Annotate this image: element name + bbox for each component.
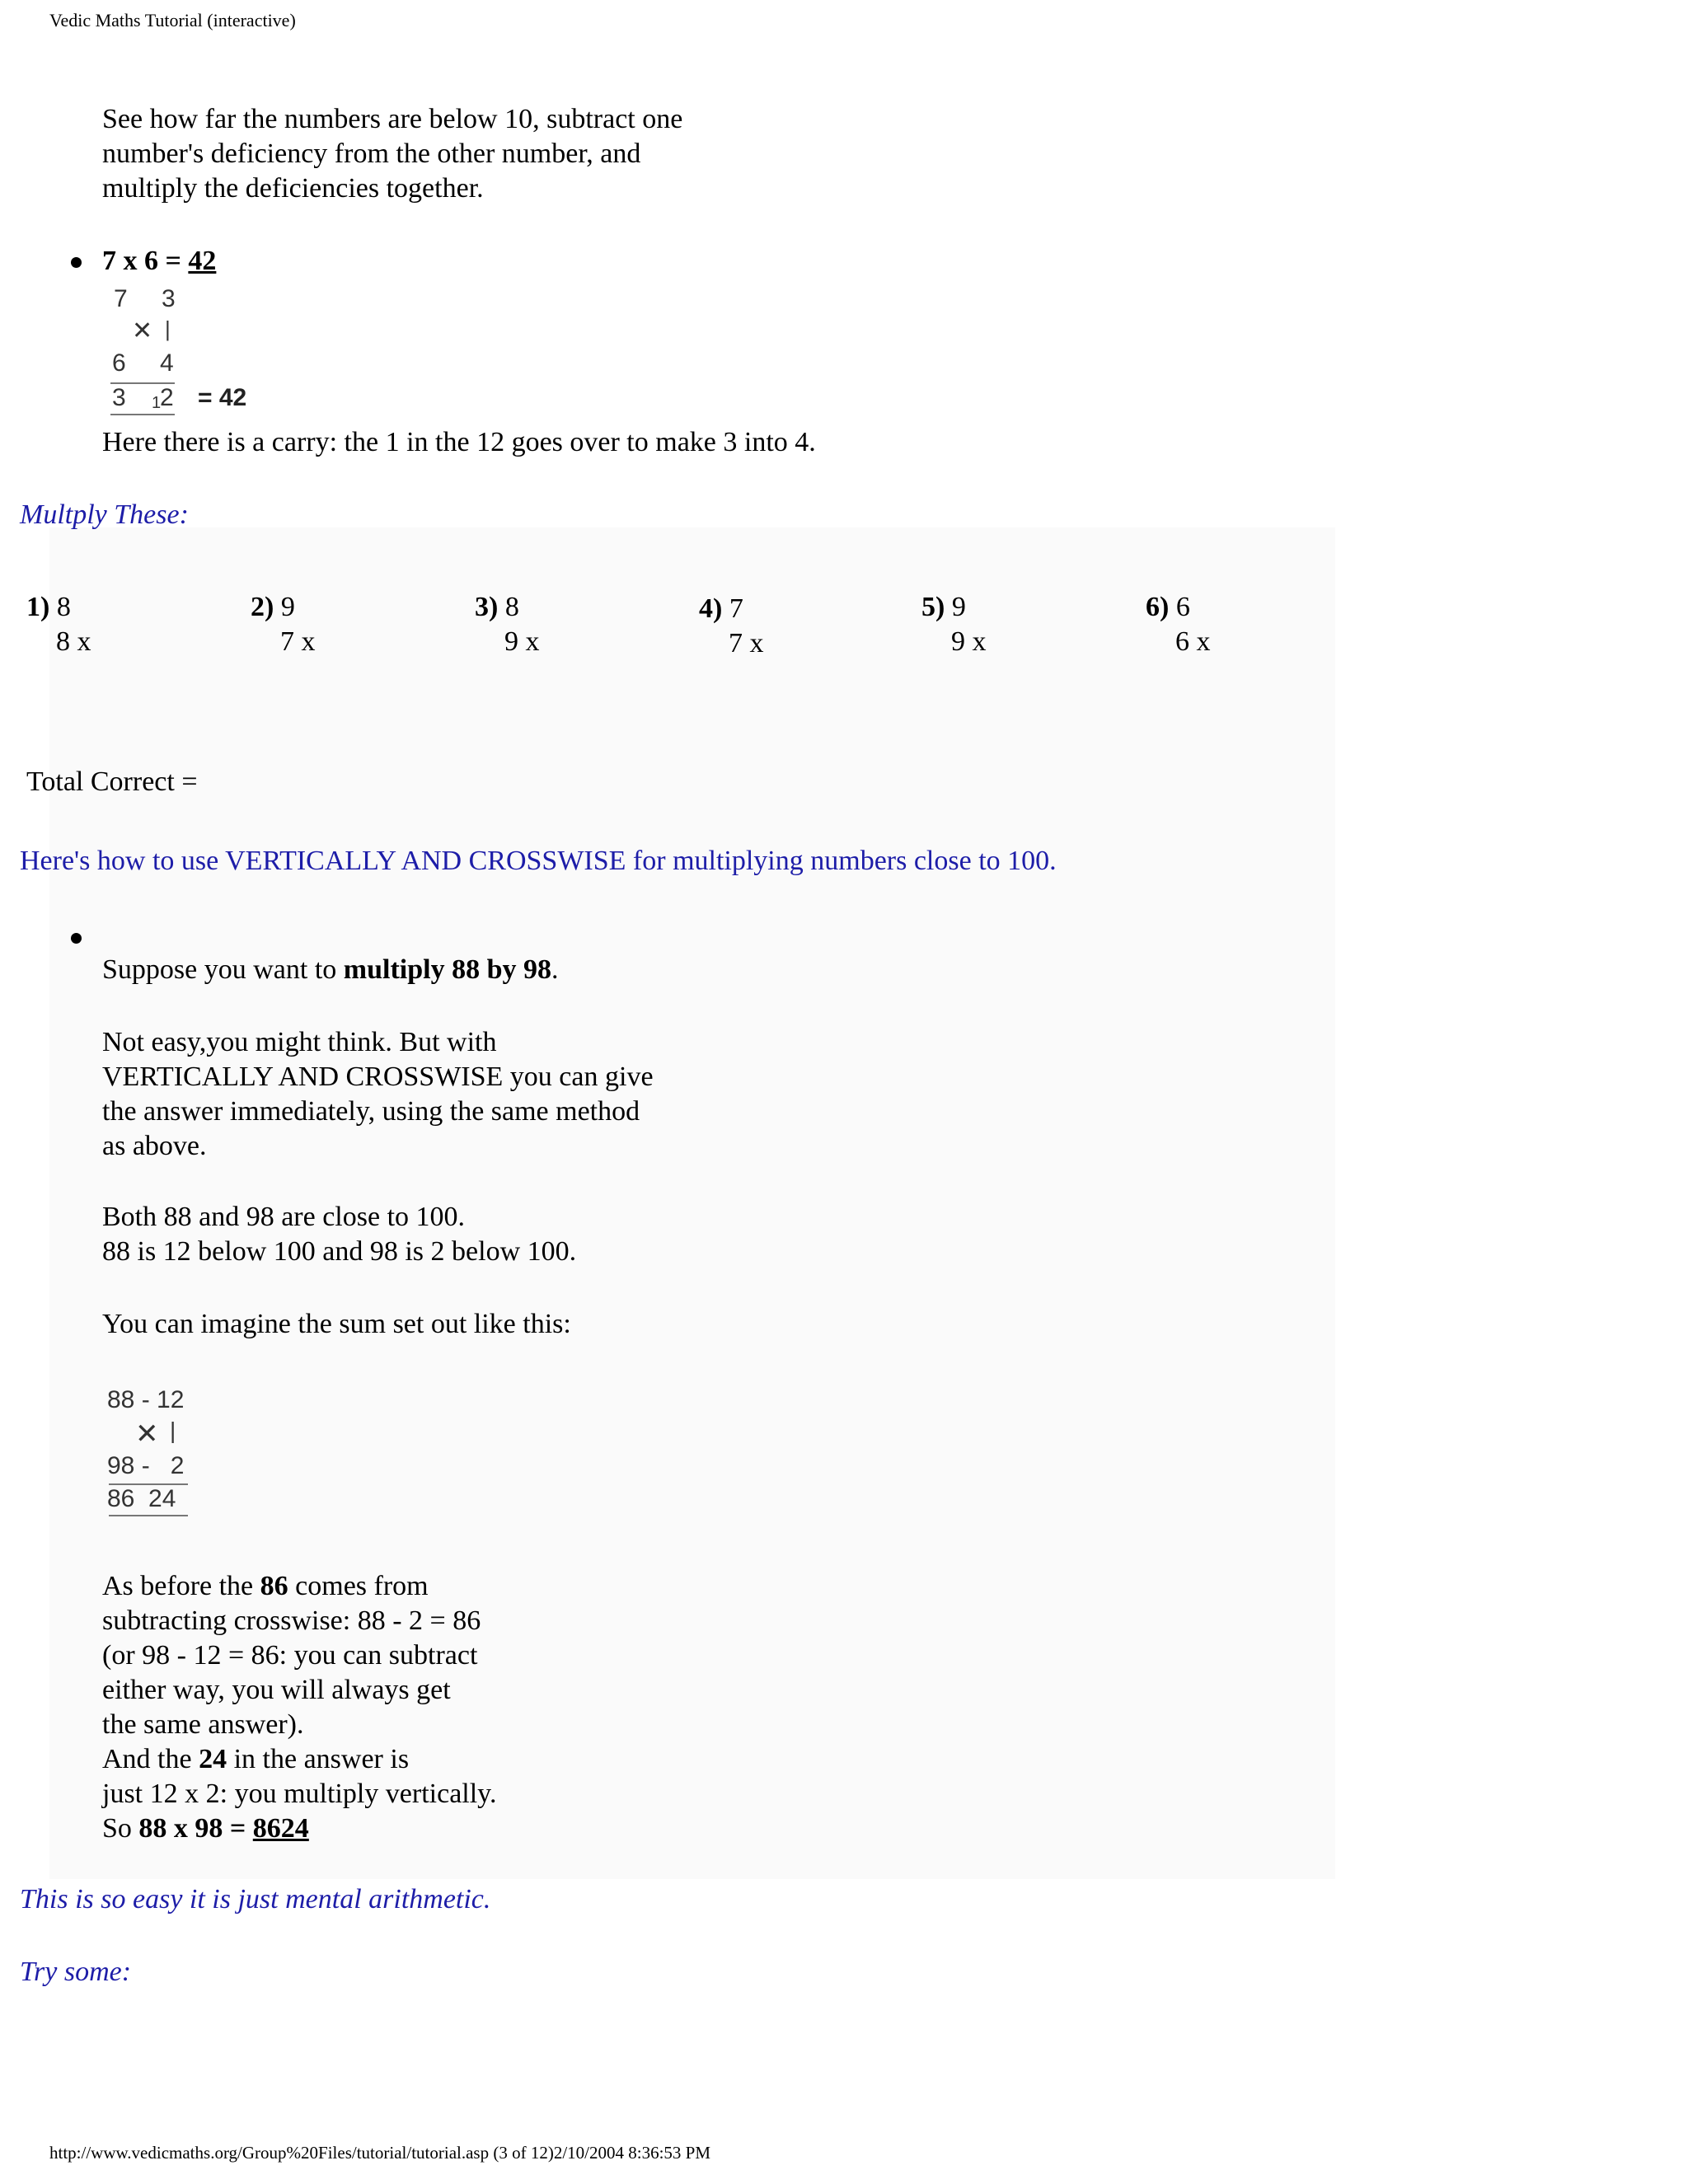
suppose-paragraph: Suppose you want to multiply 88 by 98. bbox=[102, 954, 559, 985]
final-answer: 8624 bbox=[252, 1813, 309, 1844]
diagram-rule bbox=[110, 414, 175, 415]
page-footer: http://www.vedicmaths.org/Group%20Files/tutorial/tutorial.asp (3 of 12)2/10/2004 8:36:53 PM bbox=[49, 2143, 711, 2163]
problem-1: 1) 8 8 x bbox=[26, 592, 91, 657]
example1-answer: 42 bbox=[188, 246, 217, 276]
intro-line: multiply the deficiencies together. bbox=[102, 173, 484, 204]
multiply-heading: Multply These: bbox=[20, 499, 189, 530]
imagine-paragraph: You can imagine the sum set out like this: bbox=[102, 1309, 571, 1339]
problem-6: 6) 6 6 x bbox=[1146, 592, 1211, 657]
diagram-row-1: 88 - 12 bbox=[107, 1386, 185, 1413]
diagram-row-3: 86 24 bbox=[107, 1485, 176, 1512]
bullet bbox=[71, 257, 82, 268]
easy-note: This is so easy it is just mental arithmetic. bbox=[20, 1884, 491, 1915]
bullet bbox=[71, 933, 82, 944]
problem-2: 2) 9 7 x bbox=[251, 592, 316, 657]
problem-3: 3) 8 9 x bbox=[475, 592, 540, 657]
example1-expression: 7 x 6 = 42 bbox=[102, 246, 217, 276]
try-some-heading: Try some: bbox=[20, 1957, 132, 1987]
problem-5: 5) 9 9 x bbox=[921, 592, 987, 657]
intro-line: See how far the numbers are below 10, subtract one bbox=[102, 104, 683, 134]
intro-line: number's deficiency from the other number, and bbox=[102, 138, 641, 169]
close-to-100-paragraph: Both 88 and 98 are close to 100. 88 is 12 below 100 and 98 is 2 below 100. bbox=[102, 1202, 577, 1267]
example1-note: Here there is a carry: the 1 in the 12 goes over to make 3 into 4. bbox=[102, 427, 816, 457]
section2-heading: Here's how to use VERTICALLY AND CROSSWISE for multiplying numbers close to 100. bbox=[20, 846, 1057, 876]
problem-4: 4) 7 7 x bbox=[699, 593, 764, 658]
diagram-row-2: 98 - 2 bbox=[107, 1452, 185, 1479]
diagram-rule bbox=[109, 1515, 188, 1516]
explanation-paragraph: As before the 86 comes from subtracting crosswise: 88 - 2 = 86 (or 98 - 12 = 86: you can subtract either way, you will always get the same answer). And the 24 in the answer is just 12 x 2: you multiply vertically. So 88 x 98 = 8624 bbox=[102, 1571, 497, 1844]
total-correct-label: Total Correct = bbox=[26, 766, 198, 797]
not-easy-paragraph: Not easy,you might think. But with VERTICALLY AND CROSSWISE you can give the answer immediately, using the same method as above. bbox=[102, 1027, 654, 1161]
page-header: Vedic Maths Tutorial (interactive) bbox=[49, 10, 296, 30]
intro-paragraph bbox=[102, 102, 682, 206]
